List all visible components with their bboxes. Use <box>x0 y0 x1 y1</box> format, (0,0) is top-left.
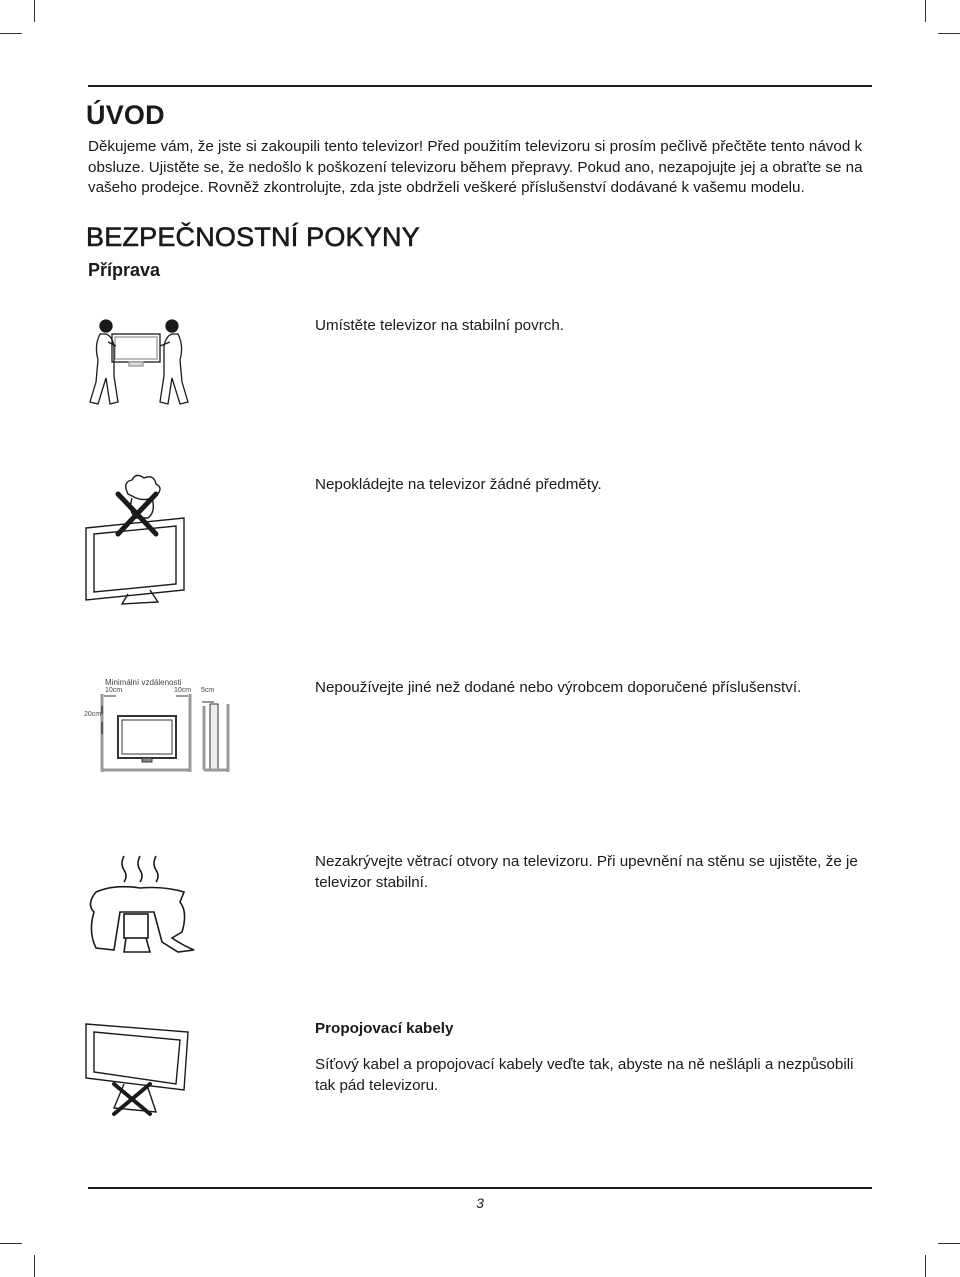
page-number: 3 <box>476 1195 484 1211</box>
safety-item-text: Umístěte televizor na stabilní povrch. <box>315 317 565 334</box>
safety-title: BEZPEČNOSTNÍ POKYNY <box>86 222 420 252</box>
tv-cable-trip-hazard-icon <box>84 1018 196 1118</box>
safety-item-text: Nepokládejte na televizor žádné předměty. <box>315 476 602 493</box>
footer-rule <box>88 1187 872 1189</box>
safety-item-text: Nezakrývejte větrací otvory na televizoru. Při upevnění na stěnu se ujistěte, že je televizor stabilní. <box>315 853 858 891</box>
crop-mark <box>34 0 35 22</box>
clearance-top: 20cm <box>84 711 102 718</box>
clearance-caption: Minimální vzdálenosti <box>105 678 182 687</box>
crop-mark <box>938 33 960 34</box>
two-people-carrying-tv-icon <box>84 316 194 408</box>
safety-item-heading: Propojovací kabely <box>315 1020 454 1037</box>
clearance-right: 10cm <box>174 687 192 694</box>
clearance-left: 10cm <box>105 687 123 694</box>
crop-mark <box>938 1243 960 1244</box>
safety-item-text: Nepoužívejte jiné než dodané nebo výrobcem doporučené příslušenství. <box>315 679 802 696</box>
minimum-clearance-diagram <box>82 676 232 776</box>
intro-title: ÚVOD <box>86 100 165 130</box>
crop-mark <box>925 0 926 22</box>
clearance-side: 5cm <box>201 687 215 694</box>
crop-mark <box>925 1255 926 1277</box>
header-rule <box>88 85 872 87</box>
safety-subtitle: Příprava <box>88 260 161 280</box>
safety-item-text: Síťový kabel a propojovací kabely veďte tak, abyste na ně nešlápli a nezpůsobili tak pád televizoru. <box>315 1056 854 1094</box>
crop-mark <box>0 1243 22 1244</box>
crop-mark <box>34 1255 35 1277</box>
no-objects-on-tv-icon <box>84 472 194 612</box>
intro-text: Děkujeme vám, že jste si zakoupili tento televizor! Před použitím televizoru si prosím pečlivě přečtěte tento návod k obsluze. Ujistěte se, že nedošlo k poškození televizoru během přepravy. Pokud ano, nezapojujte jej a obraťte se na vašeho prodejce. Rovněž zkontrolujte, zda jste obdrželi veškeré příslušenství dodávané k vašemu modelu. <box>88 138 863 196</box>
covered-tv-overheating-icon <box>84 852 196 956</box>
crop-mark <box>0 33 22 34</box>
